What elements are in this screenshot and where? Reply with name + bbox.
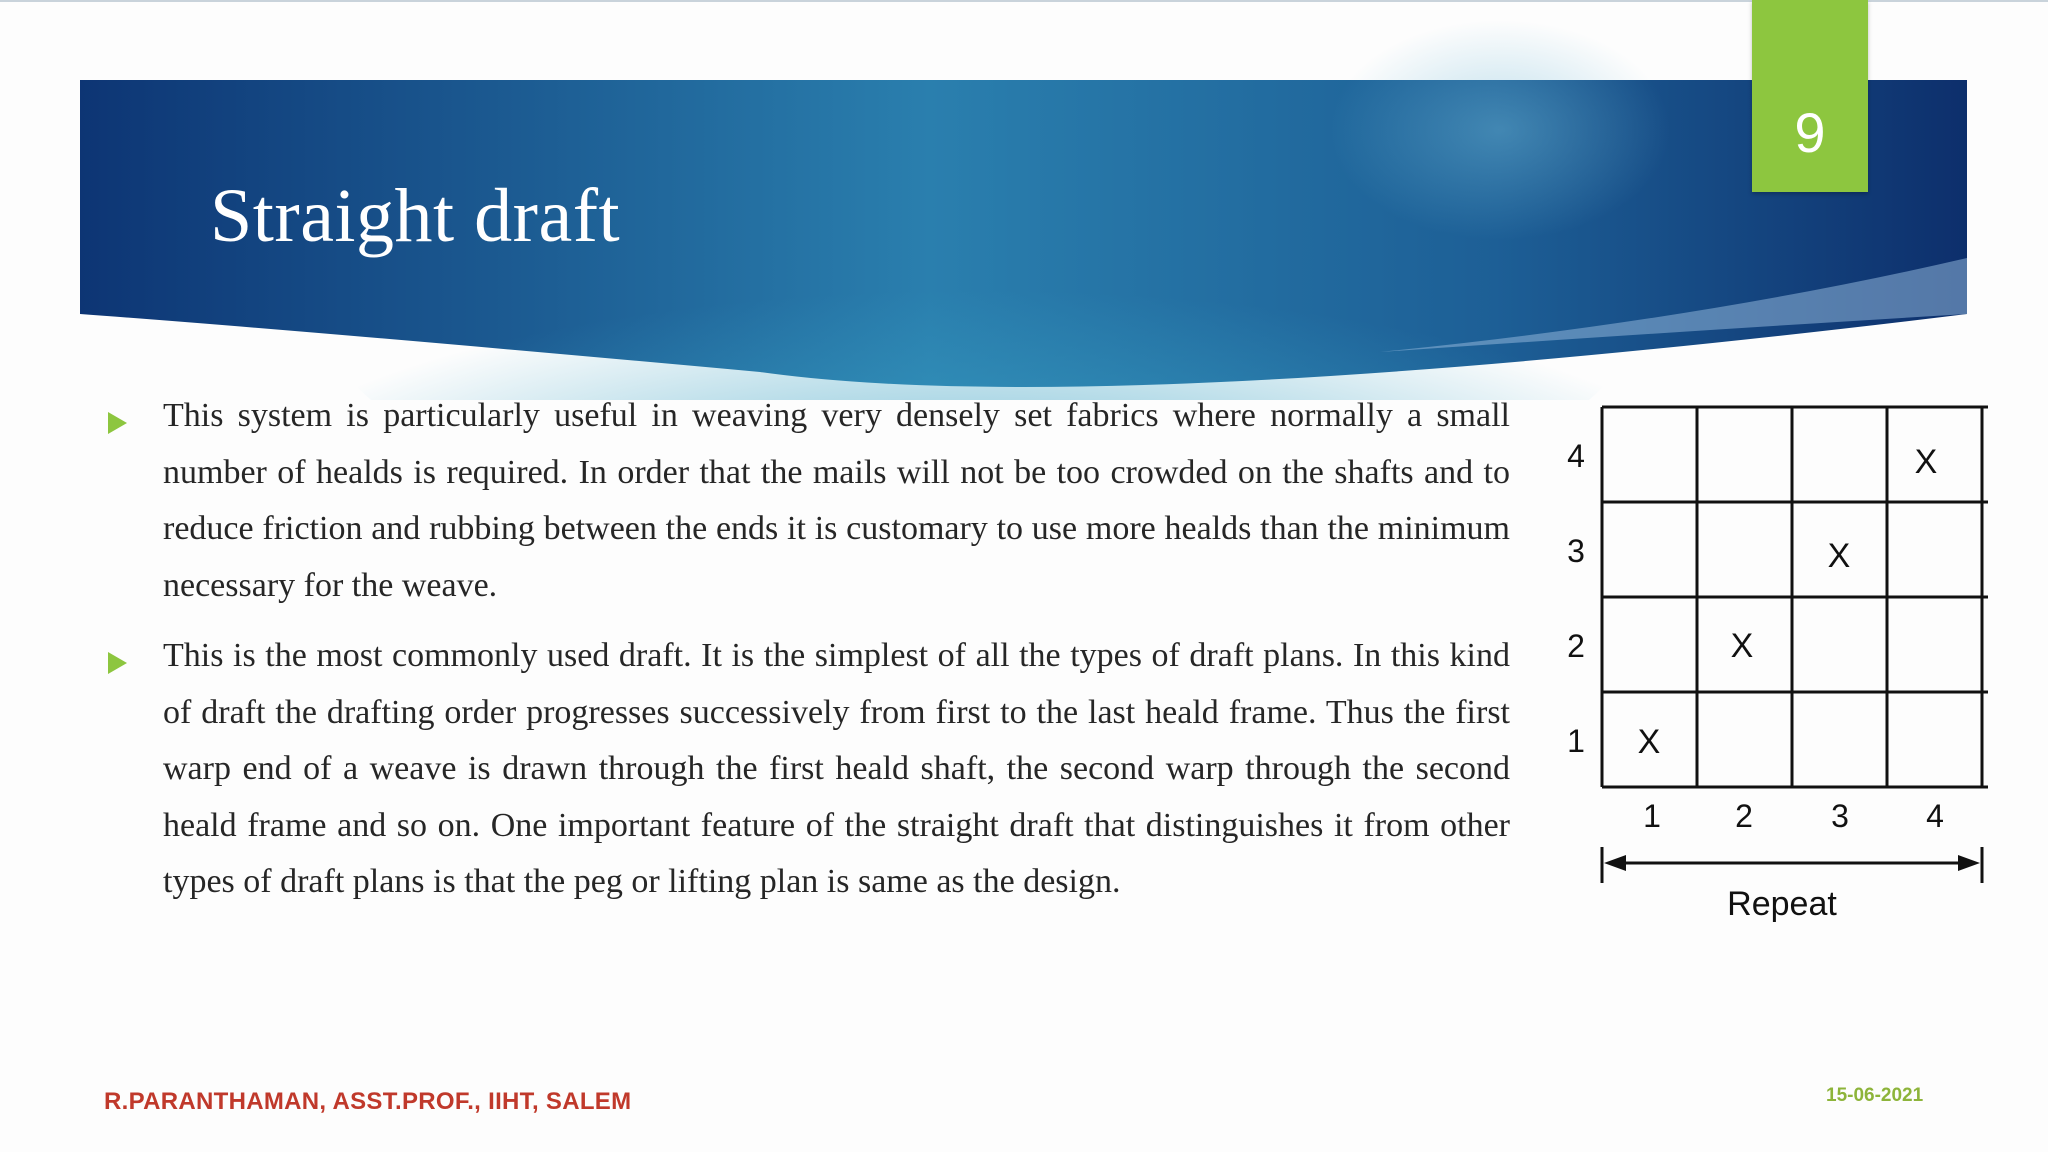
col-label: 2 xyxy=(1735,798,1753,834)
bullet-text: This is the most commonly used draft. It is the simplest of all the types of draft plans. In this kind of draft the drafting order progresses successively from first to the last heald frame. Thus the first warp end of a weave is drawn through the first heald shaft, the second warp through the second heald frame and so on. One important feature of the straight draft that distinguishes it from other types of draft plans is that the peg or lifting plan is same as the design. xyxy=(163,637,1510,900)
footer-author: R.PARANTHAMAN, ASST.PROF., IIHT, SALEM xyxy=(104,1088,632,1115)
bullet-text: This system is particularly useful in weaving very densely set fabrics where normally a small number of healds is required. In order that the mails will not be too crowded on the shafts and to reduce friction and rubbing between the ends it is customary to use more healds than the minimum necessary for the weave. xyxy=(163,397,1510,604)
draft-mark: X xyxy=(1914,443,1938,481)
row-label: 4 xyxy=(1567,438,1585,474)
col-label: 1 xyxy=(1643,798,1661,834)
bullet-item xyxy=(100,628,1510,911)
repeat-arrow xyxy=(1602,847,1982,883)
col-label: 4 xyxy=(1926,798,1944,834)
draft-mark: X xyxy=(1730,627,1754,665)
page-number-badge xyxy=(1752,0,1868,192)
straight-draft-diagram xyxy=(1540,395,2020,935)
footer-date: 15-06-2021 xyxy=(1826,1085,1924,1106)
draft-mark: X xyxy=(1637,723,1661,761)
bullet-list xyxy=(100,388,1510,925)
draft-mark: X xyxy=(1827,537,1851,575)
page-number: 9 xyxy=(1794,101,1826,164)
row-label: 1 xyxy=(1567,723,1585,759)
bullet-item xyxy=(100,388,1510,614)
col-label: 3 xyxy=(1831,798,1849,834)
arrow-bullet-icon xyxy=(108,412,127,434)
slide-title: Straight draft xyxy=(210,174,621,258)
row-label: 2 xyxy=(1567,628,1585,664)
arrow-bullet-icon xyxy=(108,652,127,674)
repeat-label: Repeat xyxy=(1727,885,1837,923)
row-label: 3 xyxy=(1567,533,1585,569)
